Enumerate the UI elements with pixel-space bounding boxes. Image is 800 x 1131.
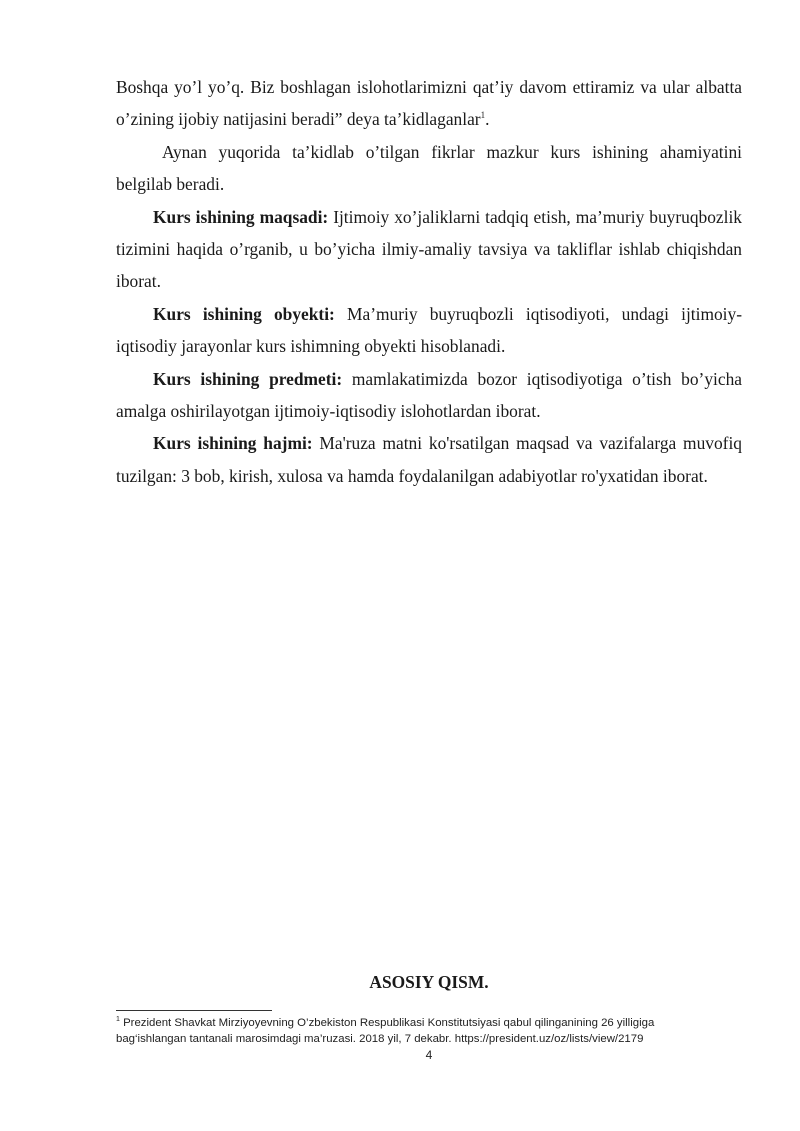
object-text: Ma’muriy buyruqbozli iqtisodiyoti, undagi ijtimoiy-iqtisodiy jarayonlar kurs ishimning obyekti hisoblanadi. [116,303,742,357]
volume-text: Ma'ruza matni ko'rsatilgan maqsad va vazifalarga muvofiq tuzilgan: 3 bob, kirish, xulosa va hamda foydalanilgan adabiyotlar ro'yxatidan iborat. [116,433,742,486]
volume-label: Kurs ishining hajmi: [153,433,313,454]
paragraph-object [116,298,742,363]
paragraph-quote-end [116,71,742,136]
paragraph-subject [116,363,742,428]
footnote-separator [116,1010,272,1011]
object-label: Kurs ishining obyekti: [153,303,335,324]
goal-text: Ijtimoiy xo’jaliklarni tadqiq etish, ma’muriy buyruqbozlik tizimini haqida o’rganib, u bo’yicha ilmiy-amaliy tavsiya va takliflar ishlab chiqishdan iborat. [116,206,743,292]
goal-label: Kurs ishining maqsadi: [153,206,329,227]
page-number: 4 [425,1048,433,1062]
paragraph-text: Aynan yuqorida ta’kidlab o’tilgan fikrlar mazkur kurs ishining ahamiyatini belgilab beradi. [116,141,742,195]
paragraph-volume [116,427,742,492]
body-text [116,71,742,492]
footnote-reference: 1 [480,110,486,121]
paragraph-goal [116,201,742,298]
paragraph-importance [116,136,742,201]
section-heading: ASOSIY QISM. [369,972,489,992]
footnote-text: Prezident Shavkat Mirziyoyevning O’zbekiston Respublikasi Konstitutsiyasi qabul qilinganining 26 yilligiga bag‘ishlangan tantanali marosimdagi ma’ruzasi. 2018 yil, 7 dekabr. https://president.uz/oz/lists/view/2179 [116,1017,655,1045]
paragraph-text: Boshqa yo’l yo’q. Biz boshlagan islohotlarimizni qat’iy davom ettiramiz va ular albatta o’zining ijobiy natijasini beradi” deya ta’kidlaganlar [116,77,742,130]
subject-text: mamlakatimizda bozor iqtisodiyotiga o’tish bo’yicha amalga oshirilayotgan ijtimoiy-iqtisodiy islohotlardan iborat. [116,368,742,422]
footnote [116,1015,716,1047]
paragraph-end: . [485,109,490,130]
footnote-marker: 1 [116,1016,120,1024]
subject-label: Kurs ishining predmeti: [153,368,343,389]
